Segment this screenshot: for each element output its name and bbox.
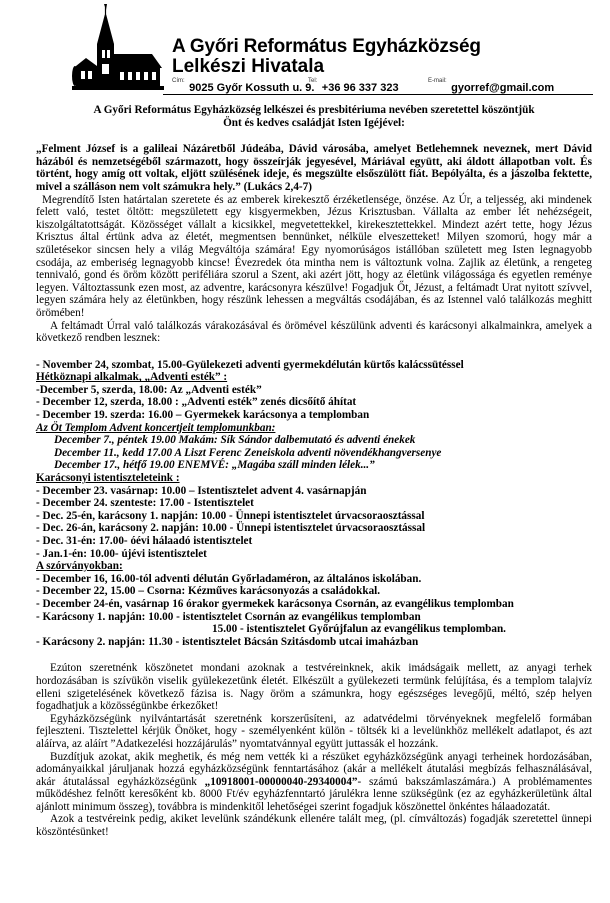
service-item: - Dec. 25-én, karácsony 1. napján: 10.00 - Ünnepi istentisztelet úrvacsoraosztással bbox=[36, 509, 425, 522]
service-item: - Dec. 26-án, karácsony 2. napján: 10.00 - Ünnepi istentisztelet úrvacsoraosztással bbox=[36, 522, 426, 535]
address-label: Cím: bbox=[172, 78, 185, 84]
donation-paragraph bbox=[36, 751, 592, 814]
concert-item: December 17., hétfő 19.00 ENEMVÉ: „Magába száll minden lélek...” bbox=[54, 459, 375, 472]
service-item: - Jan.1-én: 10.00- újévi istentisztelet bbox=[36, 547, 207, 560]
greeting-line-1: A Győri Református Egyházközség lelkészei és presbitériuma nevében szeretettel köszöntjük bbox=[93, 104, 535, 116]
bank-account-number: „10918001-00000040-29340004” bbox=[204, 775, 358, 788]
diaspora-item: - Karácsony 1. napján: 10.00 - istentisztelet Csornán az evangélikus templomban bbox=[36, 610, 421, 623]
greeting-line-2: Önt és kedves családját Isten Igéjével: bbox=[223, 116, 405, 129]
service-item: - December 23. vasárnap: 10.00 – Istentisztelet advent 4. vasárnapján bbox=[36, 484, 367, 497]
diaspora-item: - Karácsony 2. napján: 11.30 - istentisztelet Bácsán Szitásdomb utcai imaházban bbox=[36, 635, 419, 648]
thanks-paragraph: Ezúton szeretnénk köszönetet mondani azoknak a testvéreinknek, akik imádságaik mellett, az anyagi terhek hordozásában is szívükön viselik gyülekezetünk életét. Elkészült a gyülekezeti termünk felújítása, és a templom talajvíz elleni szigetelésének következő fázisa is. Nagy öröm a számunkra, hogy egészséges levegőjű, méltó, szép helyen fogadhatjuk a közösségünkbe érkezőket! bbox=[36, 662, 592, 713]
event-item: -December 5, szerda, 18.00: Az „Adventi esték” bbox=[36, 383, 262, 396]
event-item: - December 19. szerda: 16.00 – Gyermekek karácsonya a templomban bbox=[36, 409, 370, 422]
diaspora-item: 15.00 - istentisztelet Győrújfalun az evangélikus templomban. bbox=[212, 623, 506, 636]
service-item: - December 24. szenteste: 17.00 - Istentisztelet bbox=[36, 497, 254, 510]
address-value: 9025 Győr Kossuth u. 9. bbox=[189, 82, 315, 94]
email-value: gyorref@gmail.com bbox=[451, 82, 555, 94]
service-item: - Dec. 31-én: 17.00- óévi hálaadó istentisztelet bbox=[36, 535, 253, 547]
concert-item: December 7., péntek 19.00 Makám: Sík Sándor dalbemutató és adventi énekek bbox=[54, 434, 416, 447]
phone-label: Tel: bbox=[308, 78, 318, 84]
church-logo-icon bbox=[72, 4, 164, 92]
office-title: A Győri Református Egyházközség bbox=[172, 36, 481, 57]
phone-value: +36 96 337 323 bbox=[321, 82, 399, 94]
final-greeting: Azok a testvéreink pedig, akiket levelünk szándékunk ellenére talált meg, (pl. címváltozás) fogadják szeretettel ünnepi köszöntésünket! bbox=[36, 813, 592, 839]
diaspora-heading: A szórványokban: bbox=[36, 560, 123, 573]
event-item: - November 24, szombat, 15.00-Gyülekezeti adventi gyermekdélután kürtős kalácssütéssel bbox=[36, 358, 464, 371]
donation-text-end: - számú bakszámlaszámára.) A problémamentes működéshez felnőtt keresőként kb. 8000 Ft/év egyházfenntartó járulékra lenne szükségünk (ez az egyházkerületünk által ajánlott minimum összeg), továbbra is mindenkitől lehetőségei szerint fogadjuk köszönettel önkéntes hálaadozatát. bbox=[36, 775, 593, 813]
email-label: E-mail: bbox=[428, 78, 447, 84]
contact-line bbox=[172, 78, 588, 92]
weekday-heading: Hétköznapi alkalmak, „Adventi esték” : bbox=[36, 371, 228, 384]
diaspora-item: - December 24-én, vasárnap 16 órakor gyermekek karácsonya Csornán, az evangélikus templomban bbox=[36, 597, 514, 610]
service-heading: Karácsonyi istentiszteleteink : bbox=[36, 472, 180, 485]
office-subtitle: Lelkészi Hivatala bbox=[172, 56, 325, 77]
diaspora-item: - December 22, 15.00 – Csorna: Kézműves karácsonyozás a családokkal. bbox=[36, 585, 381, 598]
bible-verse: „Felment József is a galileai Názáretből Júdeába, Dávid városába, amelyet Betlehemnek neveznek, mert Dávid házából és nemzetségéből származott, hogy összeírják jegyesével, Máriával együtt, aki áldott állapotban volt. És történt, hogy amíg ott voltak, eljött szülésének ideje, és megszülte elsőszülött fiát. Bepólyálta, és a jászolba fektette, mivel a szálláson nem volt számukra hely.” (Lukács 2,4-7) bbox=[36, 143, 592, 193]
concert-heading: Az Öt Templom Advent koncertjeit templomunkban: bbox=[36, 421, 276, 434]
donation-text-start: Buzdítjuk azokat, akik meghetik, és még nem vették ki a részüket egyházközségünk anyagi terheinek hordozásában, adományaikkal járuljanak hozzá egyházközségünk fenntartásához (akár a mellékelt átutalási megbízás felhasználásával, akár átutalással egyházközségünk bbox=[36, 750, 592, 788]
invite-paragraph: A feltámadt Úrral való találkozás várakozásával és örömével készülünk adventi és karácsonyi alkalmainkra, amelyek a következő rendben lesznek: bbox=[36, 319, 592, 345]
diaspora-item: - December 16, 16.00-tól adventi délután Győrladaméron, az általános iskolában. bbox=[36, 572, 422, 585]
letter-body bbox=[36, 104, 592, 839]
event-item: - December 12, szerda, 18.00 : „Adventi esték” zenés dicsőítő áhítat bbox=[36, 396, 357, 409]
header-divider bbox=[163, 94, 593, 95]
registry-paragraph: Egyházközségünk nyilvántartását szeretnénk korszerűsíteni, az adatvédelmi törvényeknek megfelelő formában fejleszteni. Tisztelettel kérjük Önöket, hogy - személyenként külön - töltsék ki a levelünkhöz mellékelt adatlapot, és azt aláírva, az aláírt ”Adatkezelési hozzájárulás” nyomtatvánnyal együtt juttassák el hozzánk. bbox=[36, 712, 592, 750]
intro-paragraph: Megrendítő Isten határtalan szeretete és az emberek kirekesztő érzéketlensége, önzése. Az Úr, a teljesség, aki mindenek felett való, testet öltött: megszületett egy kisgyermekben, Jézus Krisztusban. Vállalta az ember lét nehézségeit, kiszolgáltatottságát. Közösséget vállalt a kicsikkel, megvetettekkel, kirekesztettekkel. Mindezt azért tette, hogy Jézus Krisztus által értünk adva az életét, megmentsen bennünket, nélküle elveszetteket! Milyen szomorú, hogy már a születésekor sincsen hely a világ Megváltója számára! Egy nyomorúságos istállóban született meg Isten legnagyobb csodája, az emberiség legnagyobb kincse! Évezredek óta mintha nem is változtunk volna. Zajlik az életünk, a rengeteg tennivaló, gond és öröm között periféliára szorul a Szent, aki azért jött, hogy az életünk világossága és egyetlen reménye legyen. Változtassunk ezen most, az adventre, karácsonyra készülve! Fogadjuk Őt, Jézust, a feltámadt Urat nyitott szívvel, legyen számára hely az életünkben, hogy részünk lehessen a megváltás csodájában, és az Istennel való találkozás meghitt örömében! bbox=[36, 193, 592, 319]
concert-item: December 11., kedd 17.00 A Liszt Ferenc Zeneiskola adventi növendékhangversenye bbox=[54, 446, 442, 459]
